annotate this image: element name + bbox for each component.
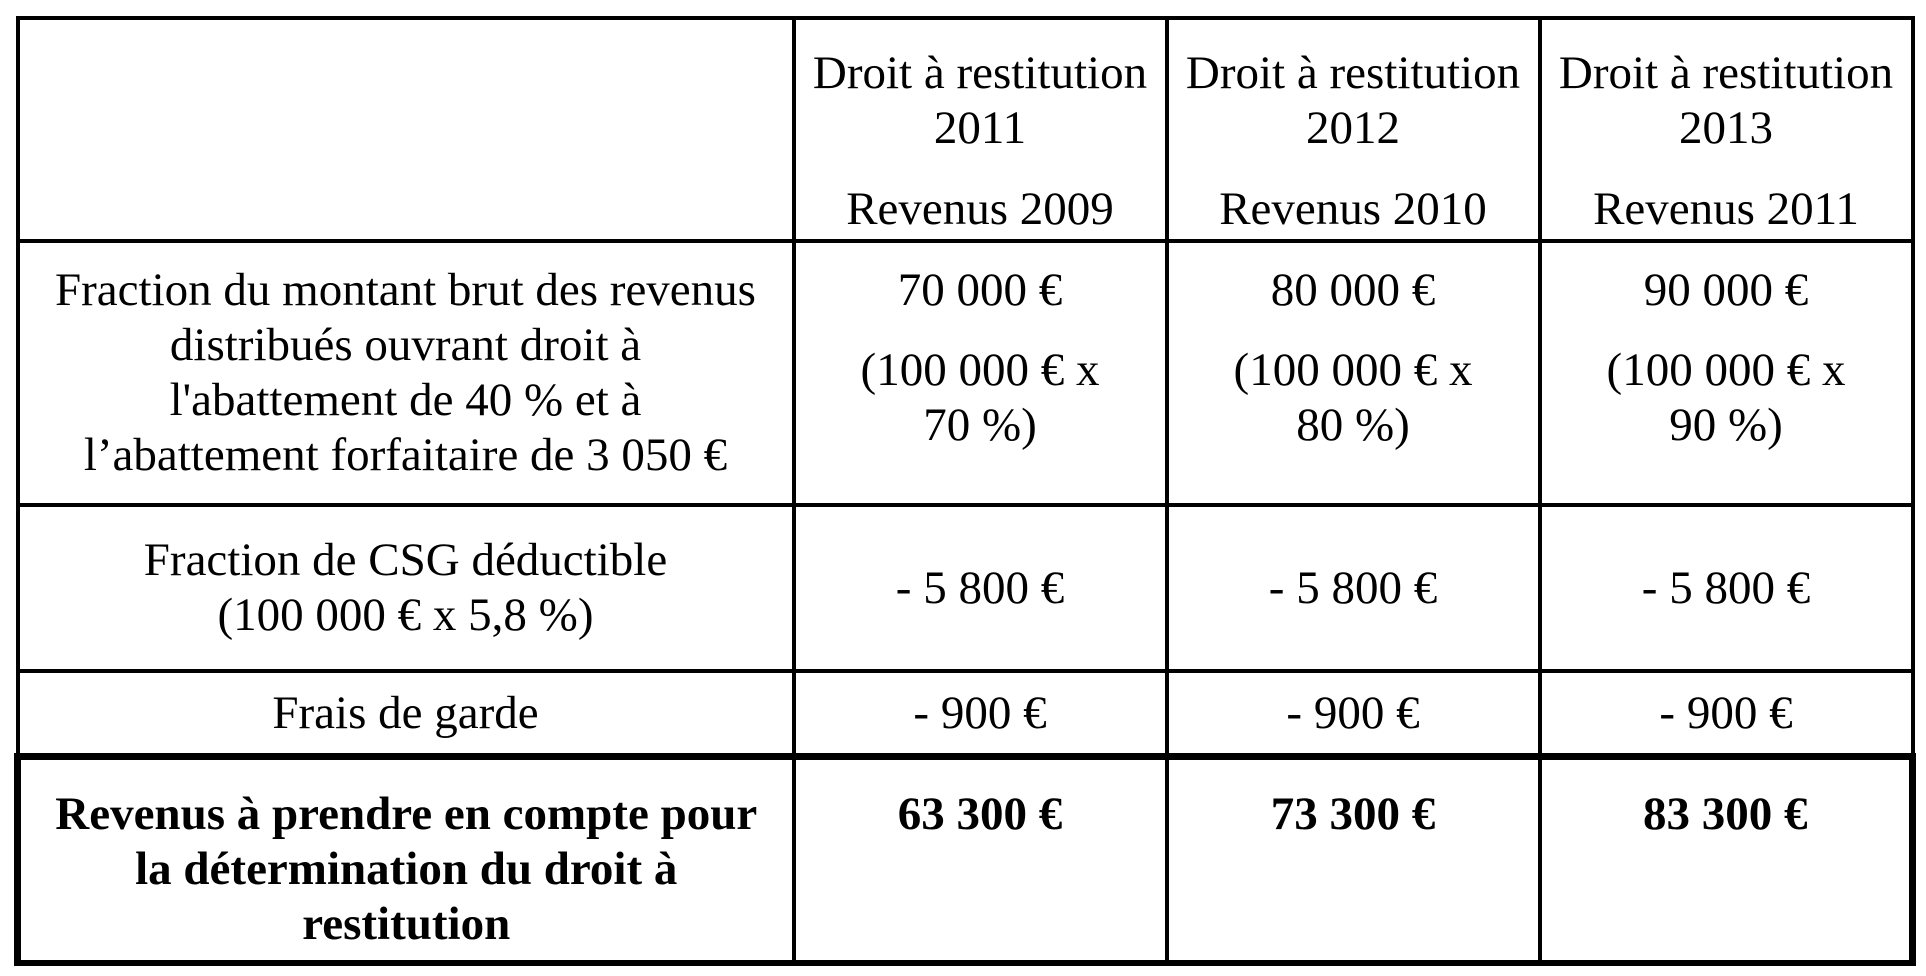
row-label-line: la détermination du droit à (135, 843, 678, 895)
total-cell-2011 (794, 757, 1167, 964)
total-row (18, 757, 1913, 964)
csg-label-cell (18, 505, 794, 671)
header-title: Droit à restitution (1185, 47, 1521, 99)
header-subtitle: Revenus 2010 (1219, 183, 1487, 235)
gross-amount: 70 000 € (897, 264, 1063, 316)
header-year: 2012 (1306, 102, 1400, 154)
header-subtitle: Revenus 2009 (846, 183, 1114, 235)
total-cell-2012 (1167, 757, 1540, 964)
gross-amount: 80 000 € (1270, 264, 1436, 316)
header-title: Droit à restitution (1558, 47, 1894, 99)
total-cell-2013 (1540, 757, 1913, 964)
csg-cell-2011: - 5 800 € (794, 505, 1167, 671)
total-amount: 73 300 € (1270, 788, 1436, 840)
header-row (18, 18, 1913, 241)
header-title: Droit à restitution (812, 47, 1148, 99)
gross-income-cell-2013 (1540, 241, 1913, 505)
row-label-line: l'abattement de 40 % et à (169, 374, 642, 426)
childcare-cell-2011: - 900 € (794, 671, 1167, 757)
header-cell-2011 (794, 18, 1167, 241)
gross-income-cell-2011 (794, 241, 1167, 505)
gross-income-label-cell (18, 241, 794, 505)
calculation-detail: 70 %) (923, 399, 1037, 451)
calculation-detail: (100 000 € x (1233, 344, 1473, 396)
csg-cell-2013: - 5 800 € (1540, 505, 1913, 671)
childcare-row (18, 671, 1913, 757)
gross-amount: 90 000 € (1643, 264, 1809, 316)
row-label-line: Revenus à prendre en compte pour (55, 788, 758, 840)
header-cell-2012 (1167, 18, 1540, 241)
total-label-cell (18, 757, 794, 964)
calculation-detail: 90 %) (1669, 399, 1783, 451)
calculation-detail: 80 %) (1296, 399, 1410, 451)
gross-income-cell-2012 (1167, 241, 1540, 505)
header-corner-cell (18, 18, 794, 241)
row-label-line: distribués ouvrant droit à (169, 319, 642, 371)
calculation-detail: (100 000 € x (860, 344, 1100, 396)
childcare-cell-2012: - 900 € (1167, 671, 1540, 757)
row-label-line: l’abattement forfaitaire de 3 050 € (83, 429, 728, 481)
header-cell-2013 (1540, 18, 1913, 241)
csg-row (18, 505, 1913, 671)
row-label-line: (100 000 € x 5,8 %) (217, 589, 594, 641)
total-amount: 63 300 € (897, 788, 1063, 840)
childcare-label-cell: Frais de garde (18, 671, 794, 757)
restitution-table (14, 16, 1916, 966)
gross-income-row (18, 241, 1913, 505)
row-label-line: restitution (302, 898, 511, 950)
header-year: 2011 (933, 102, 1027, 154)
calculation-detail: (100 000 € x (1606, 344, 1846, 396)
csg-cell-2012: - 5 800 € (1167, 505, 1540, 671)
row-label-line: Fraction du montant brut des revenus (55, 264, 756, 316)
header-year: 2013 (1679, 102, 1773, 154)
header-subtitle: Revenus 2011 (1593, 183, 1859, 235)
total-amount: 83 300 € (1643, 788, 1808, 840)
childcare-cell-2013: - 900 € (1540, 671, 1913, 757)
row-label-line: Fraction de CSG déductible (143, 534, 668, 586)
